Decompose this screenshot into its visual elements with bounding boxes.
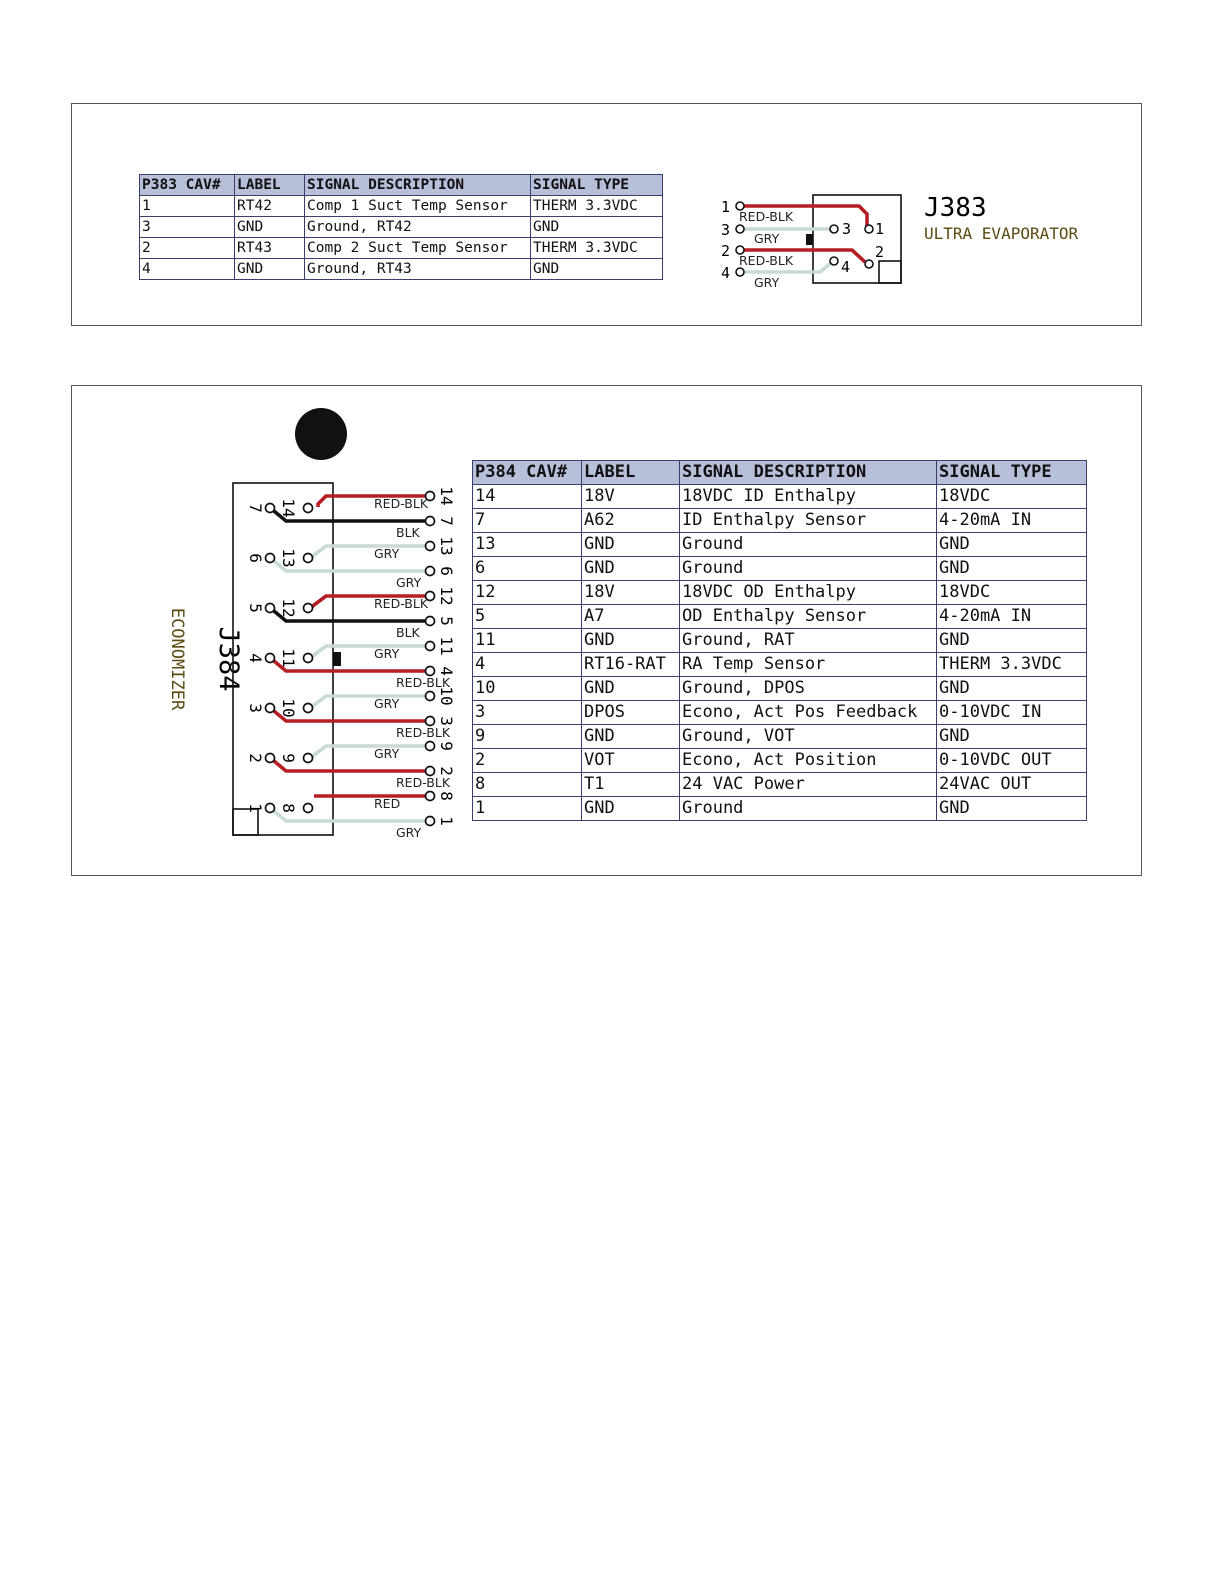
cell-cav: 1 [473,797,582,821]
cell-type: THERM 3.3VDC [937,653,1087,677]
cell-description: Comp 1 Suct Temp Sensor [305,196,531,217]
j383-pin-label: 3 [721,221,731,239]
cell-type: GND [937,677,1087,701]
j384-terminal-6 [426,567,435,576]
j384-terminal-pin-label: 8 [437,791,456,801]
cell-description: Ground, RT42 [305,217,531,238]
cell-type: GND [531,217,663,238]
j384-key-square [233,809,258,835]
j384-wire-label: GRY [374,746,400,761]
cell-label: A62 [582,509,680,533]
cell-description: 18VDC ID Enthalpy [680,485,937,509]
cell-description: Comp 2 Suct Temp Sensor [305,238,531,259]
j383-wire-label: GRY [754,231,780,246]
j384-wire-13 [312,546,426,557]
j384-cavity-2 [266,754,275,763]
j383-connector-body [813,195,901,283]
j384-terminal-pin-label: 12 [437,586,456,606]
j384-terminal-pin-label: 14 [437,486,456,506]
j384-panel [71,385,1142,876]
j384-cavity-label: 14 [279,498,298,518]
j384-terminal-7 [426,517,435,526]
cell-type: 4-20mA IN [937,605,1087,629]
j384-connector-subtitle: ECONOMIZER [167,607,187,711]
table-row [140,259,663,280]
cell-cav: 8 [473,773,582,797]
cell-type: GND [937,629,1087,653]
header-cav: P383 CAV# [140,175,235,196]
cell-cav: 4 [473,653,582,677]
j384-wire-11 [312,646,426,657]
j383-cavity-3 [830,225,838,233]
j384-latch [333,652,341,666]
j383-cavity-label: 3 [842,220,852,238]
cell-cav: 1 [140,196,235,217]
black-dot-marker [295,408,347,460]
cell-cav: 11 [473,629,582,653]
header-signal-type: SIGNAL TYPE [531,175,663,196]
p383-pinout-table [139,174,663,280]
cell-label: GND [582,557,680,581]
j384-wire-label: RED-BLK [374,496,429,511]
j384-terminal-pin-label: 2 [437,766,456,776]
table-row [473,629,1087,653]
cell-cav: 14 [473,485,582,509]
j383-cavity-4 [830,257,838,265]
j384-cavity-6 [266,554,275,563]
cell-description: 18VDC OD Enthalpy [680,581,937,605]
j384-cavity-label: 5 [246,603,265,613]
j383-terminal-3 [736,225,744,233]
j383-pin-label: 1 [721,198,731,216]
j384-wire-label: GRY [374,546,400,561]
j384-terminal-10 [426,692,435,701]
j384-terminal-pin-label: 9 [437,741,456,751]
table-header-row [473,461,1087,485]
j384-cavity-label: 3 [246,703,265,713]
cell-description: Ground, RAT [680,629,937,653]
table-row [140,238,663,259]
j384-wire-label: BLK [396,525,420,540]
table-row [473,797,1087,821]
j384-cavity-label: 1 [246,803,265,813]
header-signal-description: SIGNAL DESCRIPTION [305,175,531,196]
cell-label: GND [235,259,305,280]
j384-cavity-label: 8 [279,803,298,813]
cell-cav: 6 [473,557,582,581]
j384-wire-label: GRY [396,575,422,590]
j384-wire-label: RED-BLK [396,725,451,740]
table-row [473,509,1087,533]
j384-wire-label: RED [374,796,401,811]
header-signal-type: SIGNAL TYPE [937,461,1087,485]
table-row [473,701,1087,725]
cell-cav: 12 [473,581,582,605]
j384-terminal-pin-label: 4 [437,666,456,676]
j383-pin-label: 2 [721,242,731,260]
cell-description: ID Enthalpy Sensor [680,509,937,533]
j384-terminal-pin-label: 13 [437,536,456,556]
j383-cavity-1 [865,225,873,233]
table-row [473,677,1087,701]
cell-label: VOT [582,749,680,773]
cell-label: RT16-RAT [582,653,680,677]
cell-type: THERM 3.3VDC [531,238,663,259]
cell-type: GND [937,797,1087,821]
cell-cav: 10 [473,677,582,701]
j384-terminal-pin-label: 6 [437,566,456,576]
j383-connector-subtitle: ULTRA EVAPORATOR [924,224,1079,243]
cell-type: GND [937,557,1087,581]
cell-label: RT42 [235,196,305,217]
j383-key-square [879,261,901,283]
cell-cav: 2 [473,749,582,773]
cell-label: GND [235,217,305,238]
j384-cavity-label: 2 [246,753,265,763]
cell-label: 18V [582,485,680,509]
cell-type: 18VDC [937,581,1087,605]
p384-pinout-table [472,460,1087,821]
table-row [473,605,1087,629]
table-row [473,557,1087,581]
cell-type: 24VAC OUT [937,773,1087,797]
cell-label: RT43 [235,238,305,259]
j384-terminal-pin-label: 1 [437,816,456,826]
j384-cavity-11 [304,654,313,663]
table-row [473,581,1087,605]
j384-wire-label: GRY [396,825,422,840]
j384-cavity-14 [304,504,313,513]
j384-cavity-label: 11 [279,648,298,668]
j383-pin-label: 4 [721,264,731,282]
j384-wire-label: RED-BLK [374,596,429,611]
j384-cavity-9 [304,754,313,763]
j384-cavity-12 [304,604,313,613]
j384-terminal-pin-label: 11 [437,636,456,656]
cell-type: GND [937,533,1087,557]
header-cav: P384 CAV# [473,461,582,485]
table-row [473,533,1087,557]
table-row [473,653,1087,677]
cell-label: T1 [582,773,680,797]
cell-label: GND [582,725,680,749]
j384-terminal-pin-label: 3 [437,716,456,726]
cell-type: THERM 3.3VDC [531,196,663,217]
cell-label: DPOS [582,701,680,725]
cell-description: Ground [680,797,937,821]
j384-terminal-8 [426,792,435,801]
cell-type: 0-10VDC OUT [937,749,1087,773]
j384-terminal-13 [426,542,435,551]
j384-cavity-1 [266,804,275,813]
j383-wire-label: GRY [754,275,780,290]
cell-description: Ground [680,557,937,581]
j384-cavity-4 [266,654,275,663]
cell-label: GND [582,629,680,653]
table-row [140,196,663,217]
j383-terminal-4 [736,268,744,276]
j383-cavity-label: 4 [841,258,851,276]
cell-cav: 9 [473,725,582,749]
cell-type: 4-20mA IN [937,509,1087,533]
j384-terminal-11 [426,642,435,651]
j384-cavity-5 [266,604,275,613]
j384-wire-10 [312,696,426,707]
cell-description: Ground, RT43 [305,259,531,280]
cell-cav: 4 [140,259,235,280]
cell-label: GND [582,533,680,557]
j384-cavity-8 [304,804,313,813]
cell-description: Econo, Act Position [680,749,937,773]
cell-type: GND [531,259,663,280]
j384-wire-9 [312,746,426,757]
cell-description: Ground [680,533,937,557]
table-row [473,725,1087,749]
j383-cavity-label: 2 [875,243,885,261]
j384-wire-label: RED-BLK [396,775,451,790]
j384-terminal-pin-label: 5 [437,616,456,626]
j384-connector-title: J384 [213,626,244,692]
j383-connector-diagram [712,184,1132,294]
j384-wire-label: GRY [374,646,400,661]
j384-wire-label: BLK [396,625,420,640]
table-row [473,749,1087,773]
j384-cavity-13 [304,554,313,563]
j384-wire-label: RED-BLK [396,675,451,690]
cell-cav: 3 [473,701,582,725]
j384-terminal-pin-label: 7 [437,516,456,526]
j383-wire-label: RED-BLK [739,253,794,268]
j384-cavity-label: 4 [246,653,265,663]
j383-connector-title: J383 [924,193,987,223]
cell-type: 18VDC [937,485,1087,509]
cell-description: Ground, VOT [680,725,937,749]
cell-description: OD Enthalpy Sensor [680,605,937,629]
j383-cavity-label: 1 [875,220,885,238]
table-row [140,217,663,238]
j384-cavity-label: 9 [279,753,298,763]
cell-label: 18V [582,581,680,605]
table-row [473,773,1087,797]
cell-description: Econo, Act Pos Feedback [680,701,937,725]
cell-type: GND [937,725,1087,749]
cell-cav: 2 [140,238,235,259]
cell-type: 0-10VDC IN [937,701,1087,725]
cell-label: A7 [582,605,680,629]
cell-description: RA Temp Sensor [680,653,937,677]
j384-cavity-label: 13 [279,548,298,568]
j384-cavity-label: 7 [246,503,265,513]
j384-cavity-label: 12 [279,598,298,618]
cell-cav: 3 [140,217,235,238]
header-signal-description: SIGNAL DESCRIPTION [680,461,937,485]
header-label: LABEL [582,461,680,485]
j384-cavity-7 [266,504,275,513]
cell-cav: 13 [473,533,582,557]
j384-cavity-label: 6 [246,553,265,563]
j384-cavity-label: 10 [279,698,298,718]
j383-wire-label: RED-BLK [739,209,794,224]
j384-cavity-3 [266,704,275,713]
cell-description: Ground, DPOS [680,677,937,701]
j384-terminal-1 [426,817,435,826]
cell-label: GND [582,677,680,701]
cell-label: GND [582,797,680,821]
j384-wire-label: GRY [374,696,400,711]
cell-description: 24 VAC Power [680,773,937,797]
table-header-row [140,175,663,196]
j383-latch [806,234,813,245]
j384-terminal-pin-label: 10 [437,686,456,706]
j384-terminal-9 [426,742,435,751]
j384-connector-diagram [72,386,472,866]
j383-cavity-2 [865,260,873,268]
cell-cav: 5 [473,605,582,629]
table-row [473,485,1087,509]
j384-cavity-10 [304,704,313,713]
j383-panel [71,103,1142,326]
j384-terminal-5 [426,617,435,626]
header-label: LABEL [235,175,305,196]
cell-cav: 7 [473,509,582,533]
